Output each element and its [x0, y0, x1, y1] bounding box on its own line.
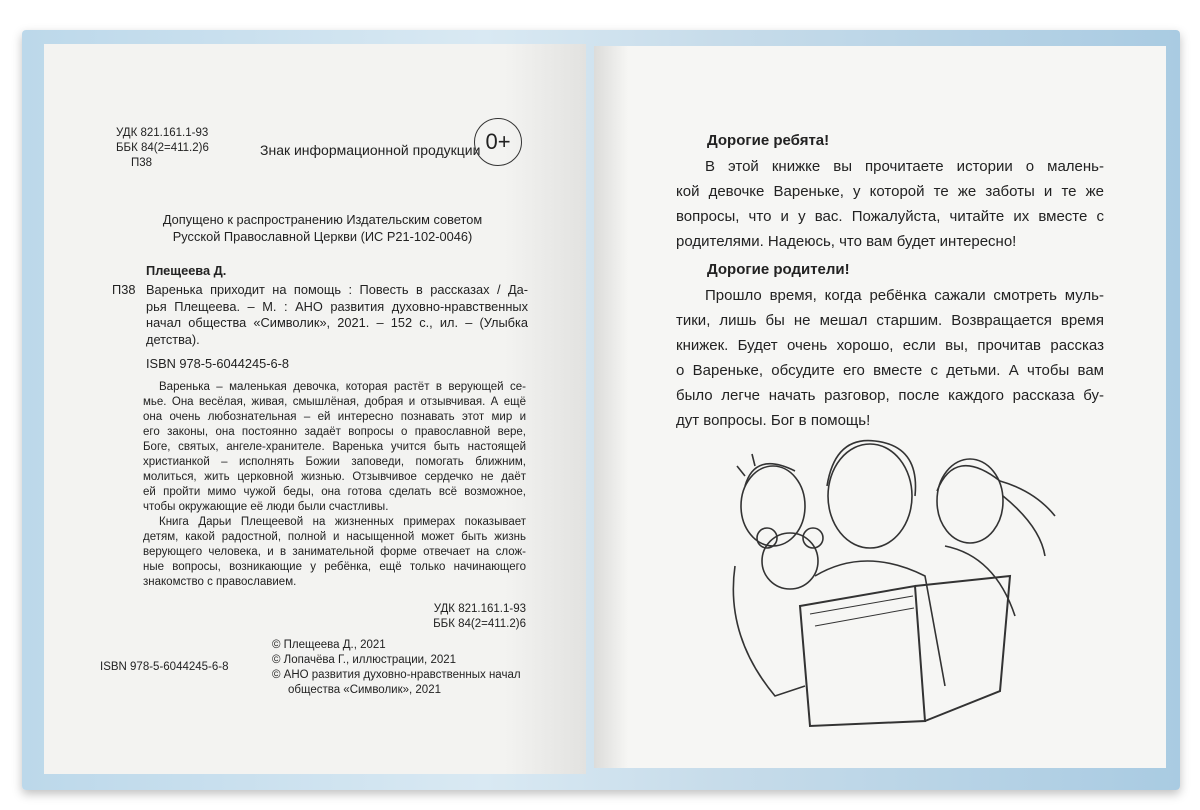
copyright-block	[272, 638, 521, 698]
abstract-line: она очень любознательная – ей интересно познавать этот мир и	[143, 411, 526, 423]
bibliographic-record	[146, 282, 528, 348]
paragraph-line: Прошло время, когда ребёнка сажали смотреть муль-	[705, 287, 1104, 304]
mother-head	[828, 444, 912, 548]
paragraph-line: было легче начать разговор, после каждого рассказа бу-	[676, 387, 1104, 404]
mother-body	[815, 561, 945, 686]
abstract-line: Варенька – маленькая девочка, которая растёт в верующей се-	[159, 381, 526, 393]
biblio-line: детства).	[146, 331, 200, 347]
mother-hair	[827, 441, 916, 496]
bbk-line: ББК 84(2=411.2)6	[116, 142, 209, 154]
udk-line: УДК 821.161.1-93	[116, 127, 209, 139]
paragraph-line: тики, лишь бы не мешал старшим. Возвращается время	[676, 312, 1104, 329]
paragraph-line: В этой книжке вы прочитаете истории о малень-	[705, 158, 1104, 175]
code: П38	[112, 282, 136, 297]
girl-head	[937, 459, 1003, 543]
abstract-line: молиться, жить церковной жизнью. Отзывчивое сердечко не даёт	[143, 471, 526, 483]
paragraph-line: родителями. Надеюсь, что вам будет интересно!	[676, 233, 1017, 250]
paragraph-line: о Вареньке, обсудите его вместе с детьми. А чтобы вам	[676, 362, 1104, 379]
boy-body	[733, 566, 805, 696]
abstract-line: христианкой – исполнять Божии заповеди, помогать ближним,	[143, 456, 526, 468]
paragraph-line: вопросы, что и у вас. Пожалуйста, читайте их вместе с	[676, 208, 1104, 225]
heading-children: Дорогие ребята!	[707, 132, 830, 149]
bbk-line: ББК 84(2=411.2)6	[433, 618, 526, 630]
copyright-line: © АНО развития духовно-нравственных начал	[272, 669, 521, 681]
abstract	[143, 380, 526, 590]
abstract-line: знакомство с православием.	[143, 576, 297, 588]
abstract-line: детям, какой радостной, полной и насыщенной может быть жизнь	[143, 531, 526, 543]
abstract-line: мье. Она весёлая, живая, смышлёная, добрая и отзывчивая. А ещё	[143, 396, 526, 408]
info-sign-label: Знак информационной продукции	[260, 142, 481, 158]
book-lines	[810, 596, 914, 626]
paragraph-parents	[676, 283, 1104, 433]
biblio-line: Варенька приходит на помощь : Повесть в рассказах / Да-	[146, 282, 528, 297]
author: Плещеева Д.	[146, 263, 227, 278]
udk-bottom	[420, 602, 526, 632]
paragraph-children	[676, 154, 1104, 254]
udk-block	[116, 126, 209, 171]
paragraph-line: книжек. Будет очень хорошо, если вы, прочитав рассказ	[676, 337, 1104, 354]
girl-hair	[937, 466, 1055, 556]
abstract-line: верующего человека, и в занимательной форме отвечает на слож-	[143, 546, 526, 558]
open-book	[800, 586, 925, 726]
heading-parents: Дорогие родители!	[707, 261, 850, 278]
copyright-line: © Плещеева Д., 2021	[272, 639, 386, 651]
approval-text	[150, 212, 495, 245]
reading-family-illustration	[715, 436, 1065, 731]
biblio-line: рья Плещеева. – М. : АНО развития духовно-нравственных	[146, 298, 528, 314]
teddy-bear	[762, 533, 818, 589]
isbn-bottom: ISBN 978-5-6044245-6-8	[100, 661, 229, 673]
udk-line: УДК 821.161.1-93	[433, 603, 526, 615]
abstract-line: ные вопросы, возникающие у ребёнка, ещё только начинающего	[143, 561, 526, 573]
paragraph-line: дут вопросы. Бог в помощь!	[676, 412, 871, 429]
approval-line: Допущено к распространению Издательским советом	[162, 212, 483, 227]
isbn: ISBN 978-5-6044245-6-8	[146, 356, 289, 371]
copyright-line: общества «Символик», 2021	[288, 684, 441, 696]
abstract-line: его законы, она постоянно задаёт вопросы о православной вере,	[143, 426, 526, 438]
abstract-line: Боге, святых, ангеле-хранителе. Варенька учится быть настоящей	[143, 441, 526, 453]
age-rating-badge: 0+	[474, 118, 522, 166]
abstract-line: чтобы окружающие её люди были счастливы.	[143, 501, 389, 513]
copyright-line: © Лопачёва Г., иллюстрации, 2021	[272, 654, 457, 666]
paragraph-line: кой девочке Вареньке, у которой те же заботы и те же	[676, 183, 1104, 200]
abstract-line: ей пройти мимо чужой беды, она готова сделать всё возможное,	[143, 486, 526, 498]
abstract-line: Книга Дарьи Плещеевой на жизненных примерах показывает	[159, 516, 526, 528]
approval-line: Русской Православной Церкви (ИС Р21-102-0046)	[172, 228, 473, 244]
biblio-line: начал общества «Символик», 2021. – 152 с., ил. – (Улыбка	[146, 315, 528, 330]
code-line: П38	[131, 157, 153, 169]
